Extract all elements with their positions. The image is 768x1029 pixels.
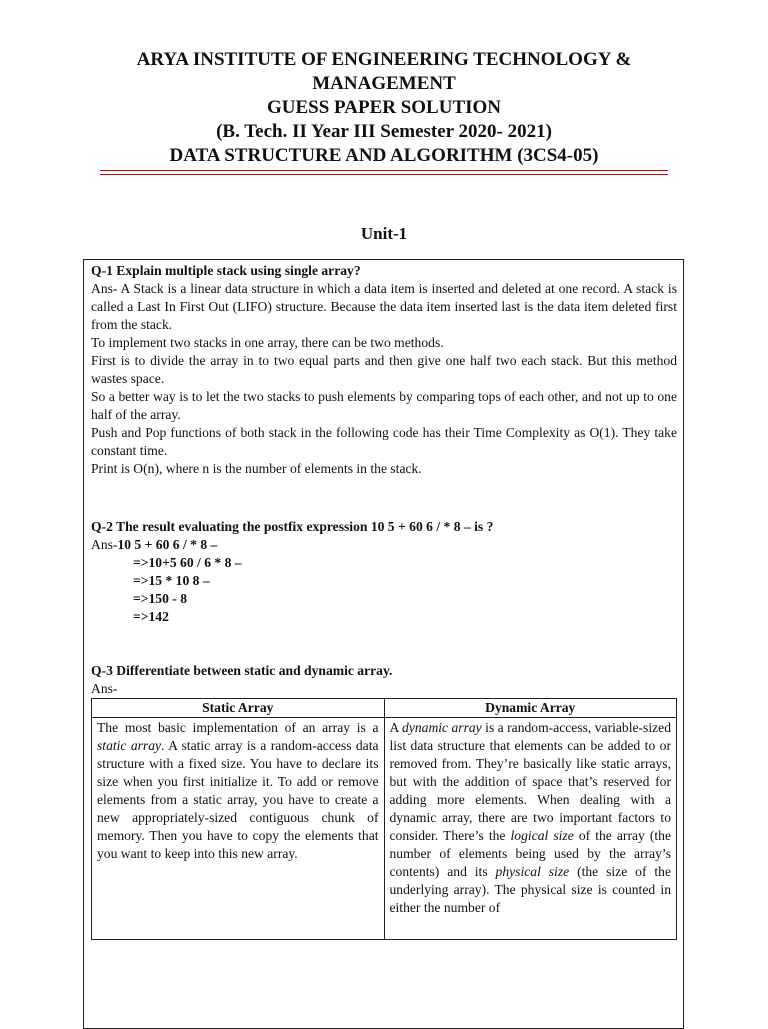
col-header-dynamic: Dynamic Array — [384, 699, 677, 718]
q3-ans-prefix: Ans- — [91, 681, 118, 696]
q2-step: =>142 — [133, 609, 169, 624]
physical-size-term: physical size — [495, 864, 570, 879]
unit-heading: Unit-1 — [360, 224, 408, 243]
logical-size-term: logical size — [510, 828, 574, 843]
col-header-static: Static Array — [92, 699, 385, 718]
question-3 — [91, 662, 677, 940]
subject-title: DATA STRUCTURE AND ALGORITHM (3CS4-05) — [169, 145, 599, 166]
dynamic-array-cell: A dynamic array is a random-access, variable-sized list data structure that elements can be added to or removed from. They’re basically like static arrays, but with the addition of space that’s reserved for adding more elements. When dealing with a dynamic array, there are two important factors to consider. There’s the logical size of the array (the number of elements being used by the array’s contents) and its physical size (the size of the underlying array). The physical size is counted in either the number of — [384, 718, 677, 940]
header-rule-bottom — [100, 174, 668, 175]
header-rule-top — [100, 170, 668, 171]
q2-title: Q-2 The result evaluating the postfix expression 10 5 + 60 6 / * 8 – is ? — [91, 519, 494, 534]
q3-title: Q-3 Differentiate between static and dynamic array. — [91, 663, 393, 678]
paper-type: GUESS PAPER SOLUTION — [266, 97, 502, 118]
comparison-table — [91, 698, 677, 940]
content-box — [83, 259, 684, 1029]
course-semester: (B. Tech. II Year III Semester 2020- 2021) — [216, 121, 552, 142]
q1-title: Q-1 Explain multiple stack using single array? — [91, 263, 361, 278]
institute-name: ARYA INSTITUTE OF ENGINEERING TECHNOLOGY & — [136, 49, 632, 70]
q2-ans-prefix: Ans- — [91, 537, 118, 552]
table-header-row — [92, 699, 677, 718]
q2-step: =>150 - 8 — [133, 591, 188, 606]
q2-ans-expr: 10 5 + 60 6 / * 8 – — [117, 537, 218, 552]
institute-name-cont: MANAGEMENT — [312, 73, 456, 94]
document-header — [0, 48, 768, 168]
table-row — [92, 718, 677, 940]
q1-paragraph: Print is O(n), where n is the number of elements in the stack. — [91, 461, 422, 476]
q1-paragraph: First is to divide the array in to two equal parts and then give one half two each stack. But this method wastes space. — [91, 353, 677, 386]
q1-paragraph: To implement two stacks in one array, there can be two methods. — [91, 335, 444, 350]
static-array-cell: The most basic implementation of an array is a static array. A static array is a random-access data structure with a fixed size. You have to declare its size when you first initialize it. To add or remove elements from a static array, you have to create a new appropriately-sized contiguous chunk of memory. Then you have to copy the elements that you want to keep into this new array. — [92, 718, 385, 940]
q2-step: =>15 * 10 8 – — [133, 573, 210, 588]
q2-step: =>10+5 60 / 6 * 8 – — [133, 555, 242, 570]
q1-paragraph: So a better way is to let the two stacks to push elements by comparing tops of each other, and not up to one half of the array. — [91, 389, 677, 422]
q1-paragraph: Push and Pop functions of both stack in the following code has their Time Complexity as O(1). They take constant time. — [91, 425, 677, 458]
question-2 — [91, 518, 677, 626]
dynamic-array-term: dynamic array — [402, 720, 482, 735]
q2-answer — [91, 536, 677, 554]
static-array-term: static array — [97, 738, 162, 753]
q1-paragraph: Ans- A Stack is a linear data structure in which a data item is inserted and deleted at one record. A stack is called a Last In First Out (LIFO) structure. Because the data item inserted last is the data item deleted first from the stack. — [91, 281, 677, 332]
question-1 — [91, 262, 677, 478]
